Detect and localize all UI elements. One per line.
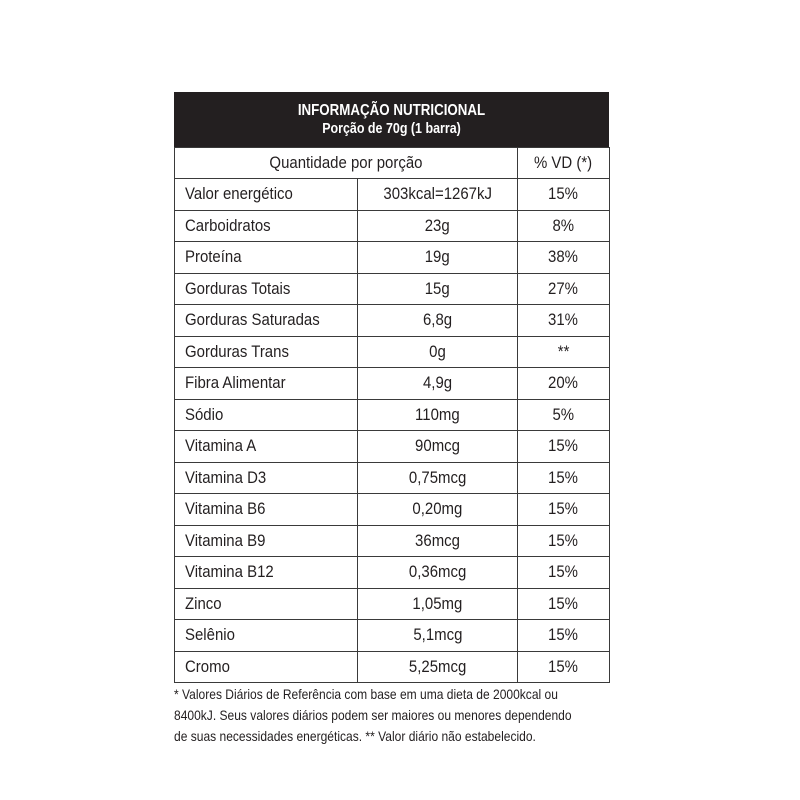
nutrient-amount: 0,36mcg bbox=[358, 557, 518, 589]
nutrient-name: Gorduras Totais bbox=[175, 273, 358, 305]
daily-value: ** bbox=[518, 336, 610, 368]
nutrition-facts-label bbox=[174, 92, 609, 683]
nutrient-name: Vitamina D3 bbox=[175, 462, 358, 494]
daily-value: 15% bbox=[518, 462, 610, 494]
nutrient-name: Gorduras Trans bbox=[175, 336, 358, 368]
table-row bbox=[175, 210, 610, 242]
nutrient-amount: 23g bbox=[358, 210, 518, 242]
nutrient-amount: 15g bbox=[358, 273, 518, 305]
nutrient-name: Selênio bbox=[175, 620, 358, 652]
nutrient-amount: 1,05mg bbox=[358, 588, 518, 620]
nutrient-name: Cromo bbox=[175, 651, 358, 683]
table-row bbox=[175, 368, 610, 400]
quantity-header: Quantidade por porção bbox=[175, 148, 518, 179]
footnote bbox=[174, 684, 619, 747]
nutrient-amount: 90mcg bbox=[358, 431, 518, 463]
daily-value: 20% bbox=[518, 368, 610, 400]
nutrient-amount: 303kcal=1267kJ bbox=[358, 179, 518, 211]
table-row bbox=[175, 494, 610, 526]
label-title: INFORMAÇÃO NUTRICIONAL bbox=[297, 102, 486, 119]
nutrient-name: Sódio bbox=[175, 399, 358, 431]
nutrient-amount: 5,25mcg bbox=[358, 651, 518, 683]
daily-value: 31% bbox=[518, 305, 610, 337]
daily-value: 15% bbox=[518, 557, 610, 589]
footnote-line: 8400kJ. Seus valores diários podem ser maiores ou menores dependendo bbox=[174, 707, 572, 723]
daily-value: 8% bbox=[518, 210, 610, 242]
nutrient-amount: 4,9g bbox=[358, 368, 518, 400]
daily-value: 15% bbox=[518, 494, 610, 526]
nutrient-name: Vitamina A bbox=[175, 431, 358, 463]
nutrient-amount: 5,1mcg bbox=[358, 620, 518, 652]
nutrient-name: Vitamina B12 bbox=[175, 557, 358, 589]
table-row bbox=[175, 273, 610, 305]
table-row bbox=[175, 305, 610, 337]
serving-size: Porção de 70g (1 barra) bbox=[322, 121, 461, 137]
label-header bbox=[174, 92, 609, 147]
table-row bbox=[175, 620, 610, 652]
daily-value: 15% bbox=[518, 525, 610, 557]
daily-value: 15% bbox=[518, 588, 610, 620]
dv-header: % VD (*) bbox=[518, 148, 610, 179]
daily-value: 15% bbox=[518, 179, 610, 211]
footnote-line: de suas necessidades energéticas. ** Valor diário não estabelecido. bbox=[174, 728, 536, 744]
table-row bbox=[175, 462, 610, 494]
daily-value: 5% bbox=[518, 399, 610, 431]
daily-value: 38% bbox=[518, 242, 610, 274]
nutrition-table bbox=[174, 147, 610, 683]
nutrient-name: Valor energético bbox=[175, 179, 358, 211]
nutrient-amount: 36mcg bbox=[358, 525, 518, 557]
nutrient-amount: 0g bbox=[358, 336, 518, 368]
daily-value: 15% bbox=[518, 620, 610, 652]
nutrient-name: Gorduras Saturadas bbox=[175, 305, 358, 337]
footnote-line: * Valores Diários de Referência com base em uma dieta de 2000kcal ou bbox=[174, 686, 558, 702]
table-row bbox=[175, 557, 610, 589]
nutrient-name: Fibra Alimentar bbox=[175, 368, 358, 400]
table-row bbox=[175, 431, 610, 463]
nutrient-amount: 0,20mg bbox=[358, 494, 518, 526]
nutrient-name: Vitamina B9 bbox=[175, 525, 358, 557]
daily-value: 15% bbox=[518, 431, 610, 463]
daily-value: 15% bbox=[518, 651, 610, 683]
table-row bbox=[175, 588, 610, 620]
column-header-row bbox=[175, 148, 610, 179]
nutrient-amount: 6,8g bbox=[358, 305, 518, 337]
table-row bbox=[175, 179, 610, 211]
table-row bbox=[175, 399, 610, 431]
nutrient-name: Carboidratos bbox=[175, 210, 358, 242]
table-row bbox=[175, 242, 610, 274]
nutrient-amount: 0,75mcg bbox=[358, 462, 518, 494]
nutrient-name: Zinco bbox=[175, 588, 358, 620]
daily-value: 27% bbox=[518, 273, 610, 305]
table-row bbox=[175, 336, 610, 368]
nutrient-amount: 110mg bbox=[358, 399, 518, 431]
table-row bbox=[175, 525, 610, 557]
nutrient-name: Proteína bbox=[175, 242, 358, 274]
table-row bbox=[175, 651, 610, 683]
nutrient-name: Vitamina B6 bbox=[175, 494, 358, 526]
nutrient-amount: 19g bbox=[358, 242, 518, 274]
